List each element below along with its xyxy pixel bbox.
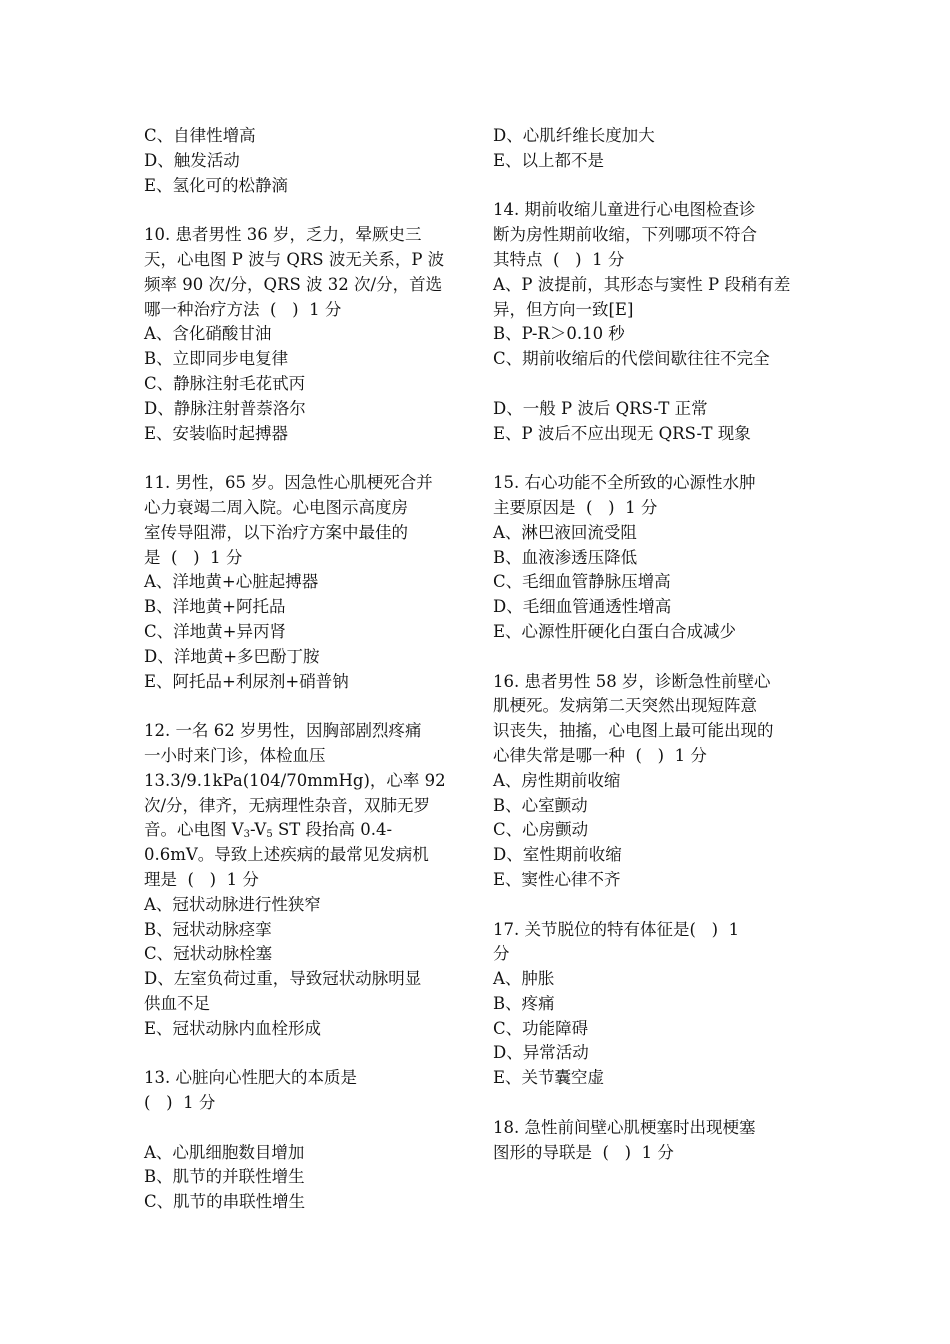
text-line: 识丧失，抽搐，心电图上最可能出现的: [493, 721, 774, 741]
text-line: 是 ( ) 1 分: [144, 547, 243, 567]
text-line: B、肌节的并联性增生: [144, 1167, 305, 1187]
paragraph-gap: [493, 645, 811, 670]
text-line: A、洋地黄+心脏起搏器: [144, 572, 319, 592]
text-line: 主要原因是 ( ) 1 分: [493, 497, 658, 517]
text-line: A、房性期前收缩: [493, 770, 621, 790]
paragraph-gap: [144, 1116, 462, 1141]
text-line: 13. 心脏向心性肥大的本质是: [144, 1068, 357, 1088]
lead-subscript: 5: [266, 829, 273, 841]
text-line: 13.3/9.1kPa(104/70mmHg)，心率 92: [144, 770, 446, 790]
text-line: 频率 90 次/分，QRS 波 32 次/分，首选: [144, 274, 443, 294]
text-line: [144, 818, 462, 843]
paragraph-gap: [493, 174, 811, 199]
text-line: A、肿胀: [493, 969, 555, 989]
paragraph-gap: [144, 446, 462, 471]
text-line: A、P 波提前，其形态与窦性 P 段稍有差: [493, 274, 791, 294]
text-line: 一小时来门诊，体检血压: [144, 745, 326, 765]
text-line: 17. 关节脱位的特有体征是( ) 1: [493, 919, 740, 939]
text-line: C、心房颤动: [493, 820, 589, 840]
text-line: A、冠状动脉进行性狭窄: [144, 894, 321, 914]
text-line: ( ) 1 分: [144, 1093, 216, 1113]
left-column: [144, 124, 462, 1215]
text-line: C、期前收缩后的代偿间歇往往不完全: [493, 349, 770, 369]
text-line: 异，但方向一致[E]: [493, 299, 634, 319]
text-line: C、自律性增高: [144, 126, 256, 145]
text-segment: 音。心电图 V: [144, 820, 244, 840]
text-line: D、一般 P 波后 QRS-T 正常: [493, 398, 708, 418]
text-line: A、淋巴液回流受阻: [493, 522, 637, 542]
text-line: E、心源性肝硬化白蛋白合成减少: [493, 621, 737, 641]
text-line: 14. 期前收缩儿童进行心电图检查诊: [493, 200, 756, 220]
text-line: 其特点 ( ) 1 分: [493, 249, 625, 269]
text-line: E、P 波后不应出现无 QRS-T 现象: [493, 423, 751, 443]
text-line: 天，心电图 P 波与 QRS 波无关系，P 波: [144, 249, 445, 269]
paragraph-gap: [493, 372, 811, 397]
text-line: E、冠状动脉内血栓形成: [144, 1018, 322, 1038]
text-line: 理是 ( ) 1 分: [144, 869, 259, 889]
text-line: 11. 男性，65 岁。因急性心肌梗死合并: [144, 473, 433, 493]
text-line: D、洋地黄+多巴酚丁胺: [144, 646, 320, 666]
text-line: D、静脉注射普萘洛尔: [144, 398, 306, 418]
text-line: E、阿托品+利尿剂+硝普钠: [144, 671, 349, 691]
text-line: 12. 一名 62 岁男性，因胸部剧烈疼痛: [144, 721, 422, 741]
right-column: [493, 124, 811, 1165]
paragraph-gap: [493, 1091, 811, 1116]
text-line: 次/分，律齐，无病理性杂音，双肺无罗: [144, 795, 431, 815]
text-line: 18. 急性前间壁心肌梗塞时出现梗塞: [493, 1117, 756, 1137]
text-line: A、心肌细胞数目增加: [144, 1142, 305, 1162]
lead-subscript: 3: [243, 829, 251, 841]
text-line: E、氢化可的松静滴: [144, 175, 289, 195]
text-line: C、洋地黄+异丙肾: [144, 621, 286, 641]
text-line: C、冠状动脉栓塞: [144, 944, 273, 964]
text-line: B、冠状动脉痉挛: [144, 919, 272, 939]
text-line: 10. 患者男性 36 岁，乏力，晕厥史三: [144, 225, 422, 245]
text-line: A、含化硝酸甘油: [144, 324, 272, 344]
text-line: 断为房性期前收缩，下列哪项不符合: [493, 225, 757, 245]
paragraph-gap: [144, 198, 462, 223]
text-line: C、肌节的串联性增生: [144, 1192, 306, 1212]
paragraph-gap: [144, 694, 462, 719]
text-line: 肌梗死。发病第二天突然出现短阵意: [493, 696, 757, 716]
text-line: 供血不足: [144, 993, 210, 1013]
text-segment: -V: [250, 820, 267, 840]
text-line: E、关节囊空虚: [493, 1068, 605, 1088]
text-line: D、左室负荷过重，导致冠状动脉明显: [144, 969, 422, 989]
text-line: 心律失常是哪一种 ( ) 1 分: [493, 745, 707, 765]
paragraph-gap: [493, 446, 811, 471]
text-line: E、安装临时起搏器: [144, 423, 289, 443]
text-line: D、异常活动: [493, 1043, 589, 1063]
text-line: C、静脉注射毛花甙丙: [144, 373, 306, 393]
text-line: D、室性期前收缩: [493, 845, 622, 865]
text-line: 哪一种治疗方法 ( ) 1 分: [144, 299, 342, 319]
text-line: 15. 右心功能不全所致的心源性水肿: [493, 473, 756, 493]
text-line: D、毛细血管通透性增高: [493, 597, 672, 617]
paragraph-gap: [493, 893, 811, 918]
paragraph-gap: [144, 1041, 462, 1066]
text-line: D、心肌纤维长度加大: [493, 126, 655, 145]
text-line: E、以上都不是: [493, 150, 605, 170]
text-line: 室传导阻滞，以下治疗方案中最佳的: [144, 522, 408, 542]
text-line: 分: [493, 944, 510, 964]
text-line: 图形的导联是 ( ) 1 分: [493, 1142, 674, 1162]
text-line: B、心室颤动: [493, 795, 588, 815]
text-segment: ST 段抬高 0.4-: [272, 820, 393, 840]
text-line: B、立即同步电复律: [144, 349, 289, 369]
text-line: 16. 患者男性 58 岁，诊断急性前壁心: [493, 671, 771, 691]
text-line: E、窦性心律不齐: [493, 869, 621, 889]
text-line: B、洋地黄+阿托品: [144, 597, 286, 617]
text-line: C、功能障碍: [493, 1018, 589, 1038]
text-line: D、触发活动: [144, 150, 240, 170]
text-line: B、P-R＞0.10 秒: [493, 324, 625, 344]
text-line: 心力衰竭二周入院。心电图示高度房: [144, 497, 408, 517]
text-line: C、毛细血管静脉压增高: [493, 572, 671, 592]
text-line: B、疼痛: [493, 993, 555, 1013]
text-line: 0.6mV。导致上述疾病的最常见发病机: [144, 845, 429, 865]
text-line: B、血液渗透压降低: [493, 547, 638, 567]
